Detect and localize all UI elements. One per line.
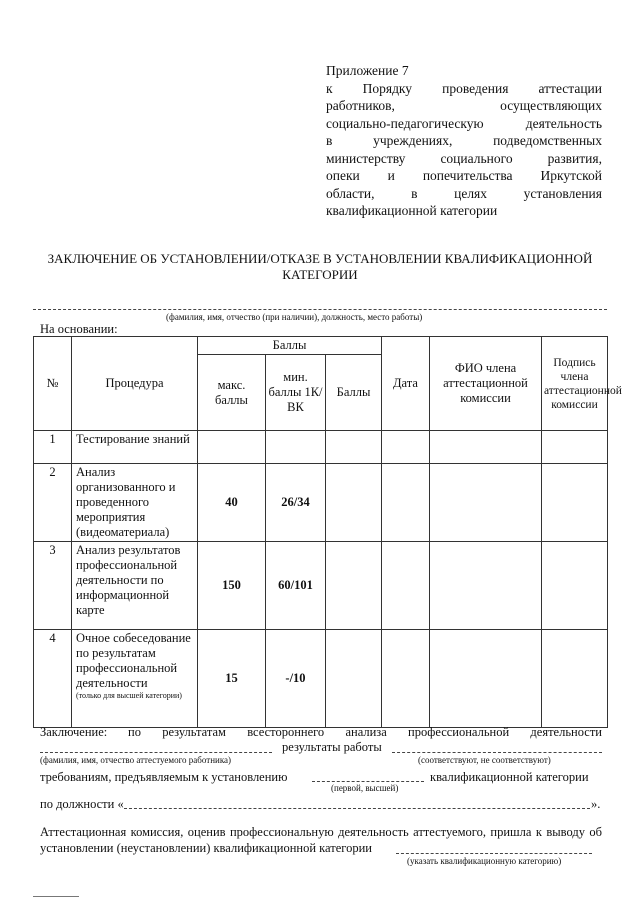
row-signature-cell[interactable] xyxy=(542,464,608,542)
header-min: мин. баллы 1К/ВК xyxy=(266,355,326,431)
basis-label: На основании: xyxy=(40,322,118,336)
fio-caption: (фамилия, имя, отчество аттестуемого работника) xyxy=(40,755,232,765)
person-fill-line xyxy=(33,309,607,310)
row-signature-cell[interactable] xyxy=(542,431,608,464)
row-num: 4 xyxy=(34,630,72,728)
position-fill-line[interactable] xyxy=(124,808,590,809)
fio-fill-line[interactable] xyxy=(40,752,272,753)
row-procedure: Тестирование знаний xyxy=(72,431,198,464)
row-score-cell[interactable] xyxy=(326,431,382,464)
row-member-cell[interactable] xyxy=(430,464,542,542)
table-row xyxy=(34,464,608,542)
row-min: -/10 xyxy=(266,630,326,728)
annex-line: работников, осуществляющих xyxy=(326,98,602,113)
row-num: 1 xyxy=(34,431,72,464)
person-caption: (фамилия, имя, отчество (при наличии), должность, место работы) xyxy=(166,312,423,322)
row-min: 26/34 xyxy=(266,464,326,542)
conclusion-label: Заключение: xyxy=(40,725,108,739)
row-procedure: Анализ результатов профессиональной деятельности по информационной карте xyxy=(72,542,198,630)
row-date-cell[interactable] xyxy=(382,431,430,464)
header-scores-group: Баллы xyxy=(198,337,382,355)
document-heading: ЗАКЛЮЧЕНИЕ ОБ УСТАНОВЛЕНИИ/ОТКАЗЕ В УСТАНОВЛЕНИИ КВАЛИФИКАЦИОННОЙ КАТЕГОРИИ xyxy=(47,251,593,282)
row-procedure-cell xyxy=(72,630,198,728)
row-signature-cell[interactable] xyxy=(542,630,608,728)
category-fill-line[interactable] xyxy=(396,853,592,854)
annex-line: министерству социального развития, xyxy=(326,150,602,166)
requirements-text: требованиям, предъявляемым к установлению xyxy=(40,770,288,784)
annex-title: Приложение 7 xyxy=(326,63,409,78)
row-member-cell[interactable] xyxy=(430,630,542,728)
annex-line: в учреждениях, подведомственных xyxy=(326,133,602,148)
row-date-cell[interactable] xyxy=(382,464,430,542)
header-procedure: Процедура xyxy=(72,337,198,431)
row-max: 40 xyxy=(198,464,266,542)
conclusion-text: по результатам всестороннего анализа профессиональной деятельности xyxy=(128,725,602,739)
row-member-cell[interactable] xyxy=(430,542,542,630)
row-procedure-note: (только для высшей категории) xyxy=(76,691,182,700)
match-caption: (соответствуют, не соответствуют) xyxy=(418,755,551,765)
header-scores: Баллы xyxy=(326,355,382,431)
scores-table xyxy=(33,336,622,728)
position-end: ». xyxy=(591,797,601,811)
table-row xyxy=(34,630,608,728)
row-signature-cell[interactable] xyxy=(542,542,608,630)
header-member: ФИО члена аттестационной комиссии xyxy=(430,337,542,431)
results-label: результаты работы xyxy=(282,740,382,754)
annex-line: квалификационной категории xyxy=(326,203,498,218)
annex-line: социально-педагогическую деятельность xyxy=(326,115,602,131)
header-max: макс. баллы xyxy=(198,355,266,431)
final-text: Аттестационная комиссия, оценив профессиональную деятельность аттестуемого, пришла к выводу об установлении (неустановлении) квалификационной категории xyxy=(40,825,602,855)
row-procedure: Очное собеседование по результатам профессиональной деятельности xyxy=(76,631,191,690)
table-row xyxy=(34,542,608,630)
annex-line: области, в целях установления xyxy=(326,185,602,201)
requirements-tail: квалификационной категории xyxy=(430,770,589,784)
annex-block xyxy=(326,62,602,220)
row-max: 15 xyxy=(198,630,266,728)
header-date: Дата xyxy=(382,337,430,431)
row-date-cell[interactable] xyxy=(382,630,430,728)
row-max xyxy=(198,431,266,464)
annex-line: к Порядку проведения аттестации xyxy=(326,80,602,96)
level-caption: (первой, высшей) xyxy=(331,783,399,793)
annex-line: опеки и попечительства Иркутской xyxy=(326,168,602,183)
row-score-cell[interactable] xyxy=(326,630,382,728)
footer-rule xyxy=(33,896,79,897)
header-num: № xyxy=(34,337,72,431)
row-max: 150 xyxy=(198,542,266,630)
row-member-cell[interactable] xyxy=(430,431,542,464)
row-num: 3 xyxy=(34,542,72,630)
row-num: 2 xyxy=(34,464,72,542)
category-caption: (указать квалификационную категорию) xyxy=(407,856,562,866)
level-fill-line[interactable] xyxy=(312,781,424,782)
table-row xyxy=(34,431,608,464)
row-min: 60/101 xyxy=(266,542,326,630)
row-procedure: Анализ организованного и проведенного мероприятия (видеоматериала) xyxy=(72,464,198,542)
match-fill-line[interactable] xyxy=(392,752,602,753)
row-score-cell[interactable] xyxy=(326,464,382,542)
position-label: по должности « xyxy=(40,797,124,811)
row-score-cell[interactable] xyxy=(326,542,382,630)
header-signature: Подпись члена аттестационной комиссии xyxy=(542,337,608,431)
row-min xyxy=(266,431,326,464)
row-date-cell[interactable] xyxy=(382,542,430,630)
